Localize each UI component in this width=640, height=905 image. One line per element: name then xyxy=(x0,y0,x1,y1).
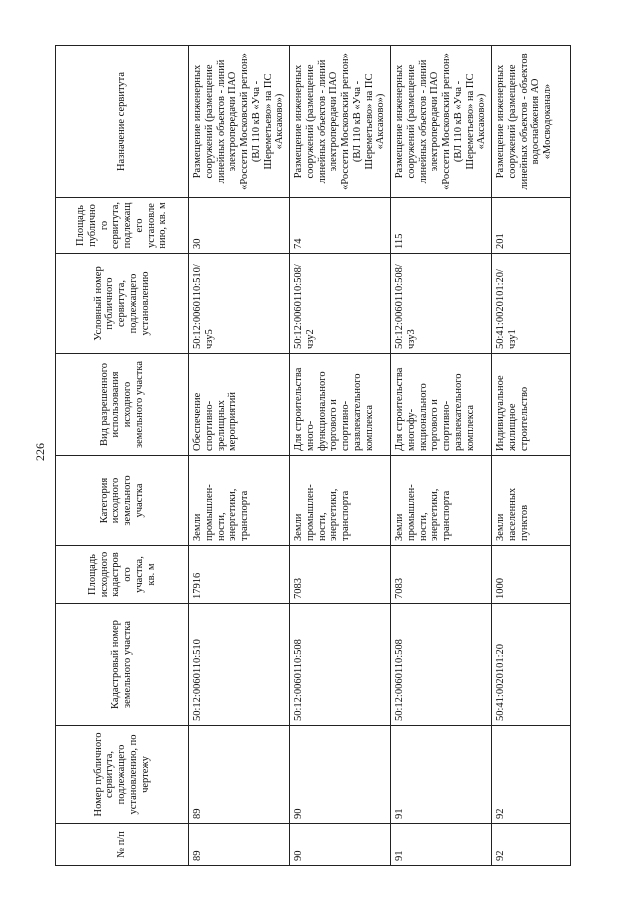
cell-servitude-purpose: Размещение инженерных сооружений (размещение линейных объектов - линий электропередачи ПАО «Россети Московский регион» (ВЛ 110 кВ «Уча - Шереметьево» на ПС «Аксаково») xyxy=(290,46,391,198)
cell-servitude-area: 30 xyxy=(189,198,290,254)
rotated-table-container xyxy=(55,46,553,866)
cell-permitted-use: Для строительства многофу-нкционального торгового и спортивно-развлекательного комплекса xyxy=(391,354,492,456)
cell-servitude-area: 74 xyxy=(290,198,391,254)
header-cadastral-number: Кадастровый номер земельного участка xyxy=(56,604,189,726)
cell-conditional-number: 50:12:0060110:508/чзу3 xyxy=(391,254,492,354)
cell-cadastral-number: 50:12:0060110:508 xyxy=(290,604,391,726)
table-row xyxy=(492,46,571,866)
cell-servitude-purpose: Размещение инженерных сооружений (размещение линейных объектов - линий электропередачи ПАО «Россети Московский регион» (ВЛ 110 кВ «Уча - Шереметьево» на ПС «Аксаково») xyxy=(391,46,492,198)
cell-servitude-number: 91 xyxy=(391,726,492,824)
cell-servitude-purpose: Размещение инженерных сооружений (размещение линейных объектов - объектов водоснабжения АО «Мосводоканал» xyxy=(492,46,571,198)
cell-permitted-use: Обеспечение спортивно-зрелищных мероприятий xyxy=(189,354,290,456)
header-servitude-number: Номер публичного сервитута, подлежащего установлению, по чертежу xyxy=(56,726,189,824)
table-row xyxy=(391,46,492,866)
table-row xyxy=(290,46,391,866)
cell-row-number: 91 xyxy=(391,824,492,866)
cell-plot-area: 7083 xyxy=(290,546,391,604)
cell-plot-area: 17916 xyxy=(189,546,290,604)
cell-land-category: Земли населенных пунктов xyxy=(492,456,571,546)
cell-cadastral-number: 50:12:0060110:510 xyxy=(189,604,290,726)
cell-land-category: Земли промышлен-ности, энергетики, транспорта xyxy=(290,456,391,546)
header-plot-area: Площадь исходного кадастрового участка, кв. м xyxy=(56,546,189,604)
header-servitude-purpose: Назначение сервитута xyxy=(56,46,189,198)
cell-conditional-number: 50:41:0020101:20/чзу1 xyxy=(492,254,571,354)
header-land-category: Категория исходного земельного участка xyxy=(56,456,189,546)
cell-land-category: Земли промышлен-ности, энергетики, транспорта xyxy=(189,456,290,546)
cell-land-category: Земли промышлен-ности, энергетики, транспорта xyxy=(391,456,492,546)
cell-row-number: 92 xyxy=(492,824,571,866)
cell-servitude-number: 90 xyxy=(290,726,391,824)
cell-plot-area: 1000 xyxy=(492,546,571,604)
page-number: 226 xyxy=(33,443,47,461)
cell-permitted-use: Индивидуальное жилищное строительство xyxy=(492,354,571,456)
cell-servitude-number: 92 xyxy=(492,726,571,824)
cell-conditional-number: 50:12:0060110:510/чзу5 xyxy=(189,254,290,354)
cell-cadastral-number: 50:12:0060110:508 xyxy=(391,604,492,726)
cell-row-number: 89 xyxy=(189,824,290,866)
header-permitted-use: Вид разрешенного использования исходного земельного участка xyxy=(56,354,189,456)
header-conditional-number: Условный номер публичного сервитута, подлежащего установлению xyxy=(56,254,189,354)
servitude-table xyxy=(55,45,571,866)
cell-conditional-number: 50:12:0060110:508/чзу2 xyxy=(290,254,391,354)
cell-servitude-purpose: Размещение инженерных сооружений (размещение линейных объектов - линий электропередачи ПАО «Россети Московский регион» (ВЛ 110 кВ «Уча - Шереметьево» на ПС «Аксаково») xyxy=(189,46,290,198)
header-servitude-area: Площадь публичного сервитута, подлежащего установлению, кв. м xyxy=(56,198,189,254)
cell-plot-area: 7083 xyxy=(391,546,492,604)
cell-permitted-use: Для строительства много-функционального торгового и спортивно-развлекательного комплекса xyxy=(290,354,391,456)
cell-servitude-area: 201 xyxy=(492,198,571,254)
table-header-row xyxy=(56,46,189,866)
cell-servitude-area: 115 xyxy=(391,198,492,254)
table-row xyxy=(189,46,290,866)
header-row-number: № п/п xyxy=(56,824,189,866)
cell-row-number: 90 xyxy=(290,824,391,866)
cell-servitude-number: 89 xyxy=(189,726,290,824)
cell-cadastral-number: 50:41:0020101:20 xyxy=(492,604,571,726)
